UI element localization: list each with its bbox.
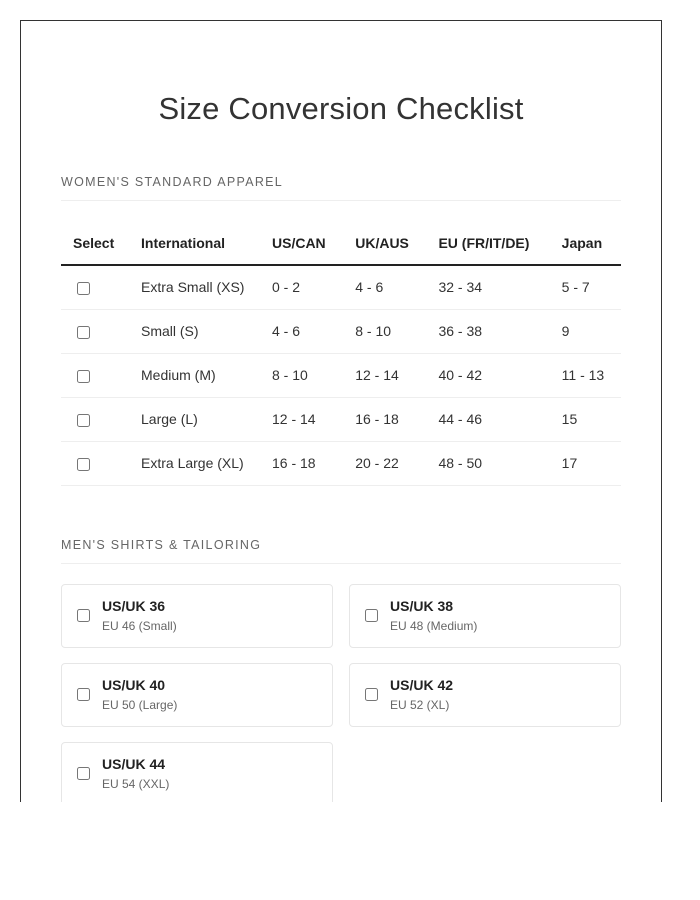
card-subtitle: EU 50 (Large) <box>102 698 178 712</box>
table-row <box>61 441 621 485</box>
table-cell: Extra Large (XL) <box>129 441 260 485</box>
select-cell <box>61 309 129 353</box>
card-title: US/UK 36 <box>102 598 166 614</box>
table-cell: 12 - 14 <box>343 353 426 397</box>
card-title: US/UK 40 <box>102 677 166 693</box>
card-subtitle: EU 52 (XL) <box>390 698 450 712</box>
page-title: Size Conversion Checklist <box>158 91 524 126</box>
table-cell: 20 - 22 <box>343 441 426 485</box>
table-cell: 8 - 10 <box>260 353 343 397</box>
size-option-card[interactable] <box>61 584 333 648</box>
card-text <box>102 756 169 791</box>
card-text <box>390 677 453 712</box>
size-checkbox[interactable] <box>77 326 90 339</box>
table-cell: 11 - 13 <box>550 353 621 397</box>
size-checkbox[interactable] <box>77 609 90 622</box>
women-size-table <box>61 223 621 486</box>
table-cell: 48 - 50 <box>426 441 549 485</box>
table-cell: 0 - 2 <box>260 265 343 309</box>
card-text <box>102 598 177 633</box>
column-header: US/CAN <box>260 223 343 265</box>
column-header: Select <box>61 223 129 265</box>
table-cell: 15 <box>550 397 621 441</box>
column-header: International <box>129 223 260 265</box>
card-title: US/UK 42 <box>390 677 454 693</box>
size-checkbox[interactable] <box>77 767 90 780</box>
table-cell: Small (S) <box>129 309 260 353</box>
table-cell: Large (L) <box>129 397 260 441</box>
table-row <box>61 309 621 353</box>
card-subtitle: EU 46 (Small) <box>102 619 177 633</box>
select-cell <box>61 441 129 485</box>
card-text <box>390 598 477 633</box>
card-subtitle: EU 48 (Medium) <box>390 619 478 633</box>
size-checkbox[interactable] <box>77 370 90 383</box>
table-cell: 4 - 6 <box>343 265 426 309</box>
size-checkbox[interactable] <box>77 688 90 701</box>
table-cell: Extra Small (XS) <box>129 265 260 309</box>
card-title: US/UK 38 <box>390 598 454 614</box>
table-cell: 17 <box>550 441 621 485</box>
table-row <box>61 397 621 441</box>
table-cell: 12 - 14 <box>260 397 343 441</box>
table-cell: 4 - 6 <box>260 309 343 353</box>
table-cell: Medium (M) <box>129 353 260 397</box>
men-size-grid <box>61 584 621 803</box>
column-header: Japan <box>550 223 621 265</box>
select-cell <box>61 397 129 441</box>
table-cell: 16 - 18 <box>260 441 343 485</box>
size-checkbox[interactable] <box>77 458 90 471</box>
size-checkbox[interactable] <box>77 282 90 295</box>
table-cell: 32 - 34 <box>426 265 549 309</box>
table-cell: 8 - 10 <box>343 309 426 353</box>
table-row <box>61 265 621 309</box>
column-header: EU (FR/IT/DE) <box>426 223 549 265</box>
section-heading-women: WOMEN'S STANDARD APPAREL <box>61 175 621 201</box>
size-checkbox[interactable] <box>365 609 378 622</box>
size-option-card[interactable] <box>349 584 621 648</box>
table-cell: 36 - 38 <box>426 309 549 353</box>
select-cell <box>61 353 129 397</box>
table-cell: 16 - 18 <box>343 397 426 441</box>
size-option-card[interactable] <box>349 663 621 727</box>
card-title: US/UK 44 <box>102 756 166 772</box>
table-row <box>61 353 621 397</box>
section-heading-men: MEN'S SHIRTS & TAILORING <box>61 538 621 564</box>
table-cell: 44 - 46 <box>426 397 549 441</box>
table-cell: 5 - 7 <box>550 265 621 309</box>
card-subtitle: EU 54 (XXL) <box>102 777 170 791</box>
size-checkbox[interactable] <box>77 414 90 427</box>
size-option-card[interactable] <box>61 663 333 727</box>
card-text <box>102 677 177 712</box>
table-cell: 9 <box>550 309 621 353</box>
table-cell: 40 - 42 <box>426 353 549 397</box>
size-checkbox[interactable] <box>365 688 378 701</box>
checklist-container <box>20 20 662 802</box>
select-cell <box>61 265 129 309</box>
column-header: UK/AUS <box>343 223 426 265</box>
size-option-card[interactable] <box>61 742 333 803</box>
